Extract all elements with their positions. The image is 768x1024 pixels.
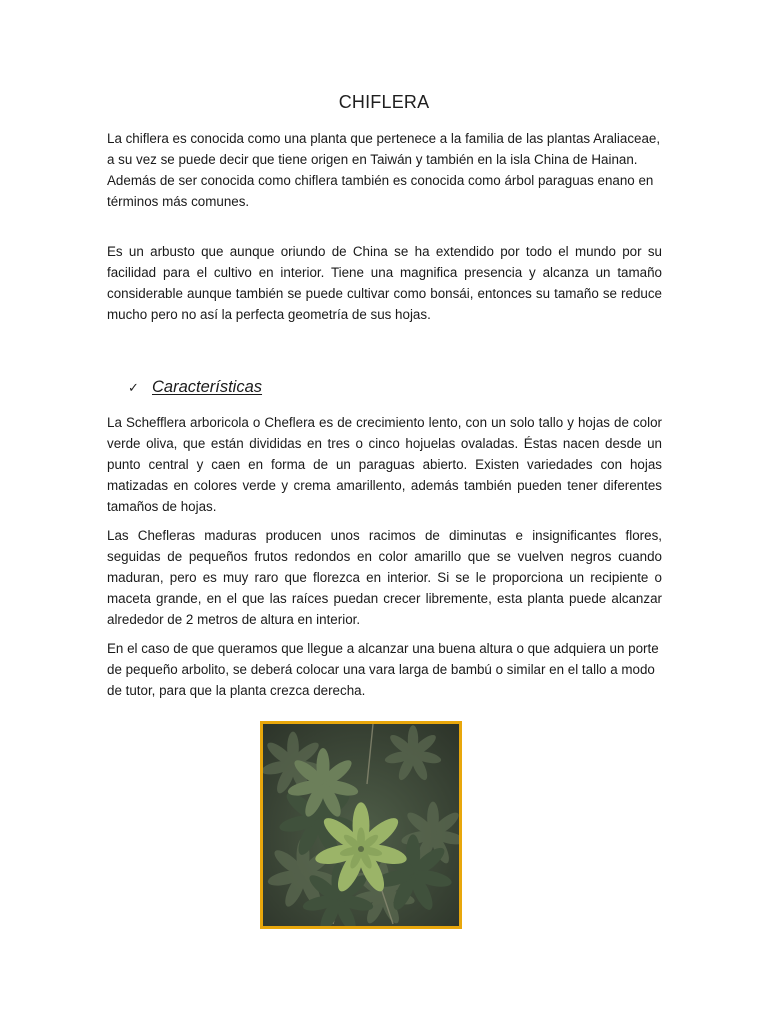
section-heading bbox=[128, 378, 262, 397]
document-title: CHIFLERA bbox=[338, 92, 430, 112]
description-paragraph: Es un arbusto que aunque oriundo de China se ha extendido por todo el mundo por su facilidad para el cultivo en interior. Tiene una magnifica presencia y alcanza un tamaño considerable aunque también se puede cultivar como bonsái, entonces su tamaño se reduce mucho pero no así la perfecta geometría de sus hojas. bbox=[107, 244, 662, 322]
support-paragraph: En el caso de que queramos que llegue a alcanzar una buena altura o que adquiera un porte de pequeño arbolito, se deberá colocar una vara larga de bambú o similar en el tallo a modo de tutor, para que la planta crezca derecha. bbox=[107, 641, 659, 698]
checkmark-icon: ✓ bbox=[128, 380, 139, 395]
plant-photo bbox=[260, 721, 462, 929]
intro-paragraph: La chiflera es conocida como una planta que pertenece a la familia de las plantas Araliaceae, a su vez se puede decir que tiene origen en Taiwán y también en la isla China de Hainan. Además de ser conocida como chiflera también es conocida como árbol paraguas enano en términos más comunes. bbox=[107, 131, 661, 209]
plant-photo-illustration bbox=[263, 724, 459, 926]
characteristics-paragraph: La Schefflera arboricola o Cheflera es de crecimiento lento, con un solo tallo y hojas de color verde oliva, que están divididas en tres o cinco hojuelas ovaladas. Éstas nacen desde un punto central y caen en forma de un paraguas abierto. Existen variedades con hojas matizadas en colores verde y crema amarillento, además también pueden tener diferentes tamaños de hojas. bbox=[107, 415, 662, 514]
section-title: Características bbox=[152, 378, 263, 396]
flowering-paragraph: Las Chefleras maduras producen unos racimos de diminutas e insignificantes flores, seguidas de pequeños frutos redondos en color amarillo que se vuelven negros cuando maduran, pero es muy raro que florezca en interior. Si se le proporciona un recipiente o maceta grande, en el que las raíces puedan crecer libremente, esta planta puede alcanzar alrededor de 2 metros de altura en interior. bbox=[107, 528, 662, 627]
